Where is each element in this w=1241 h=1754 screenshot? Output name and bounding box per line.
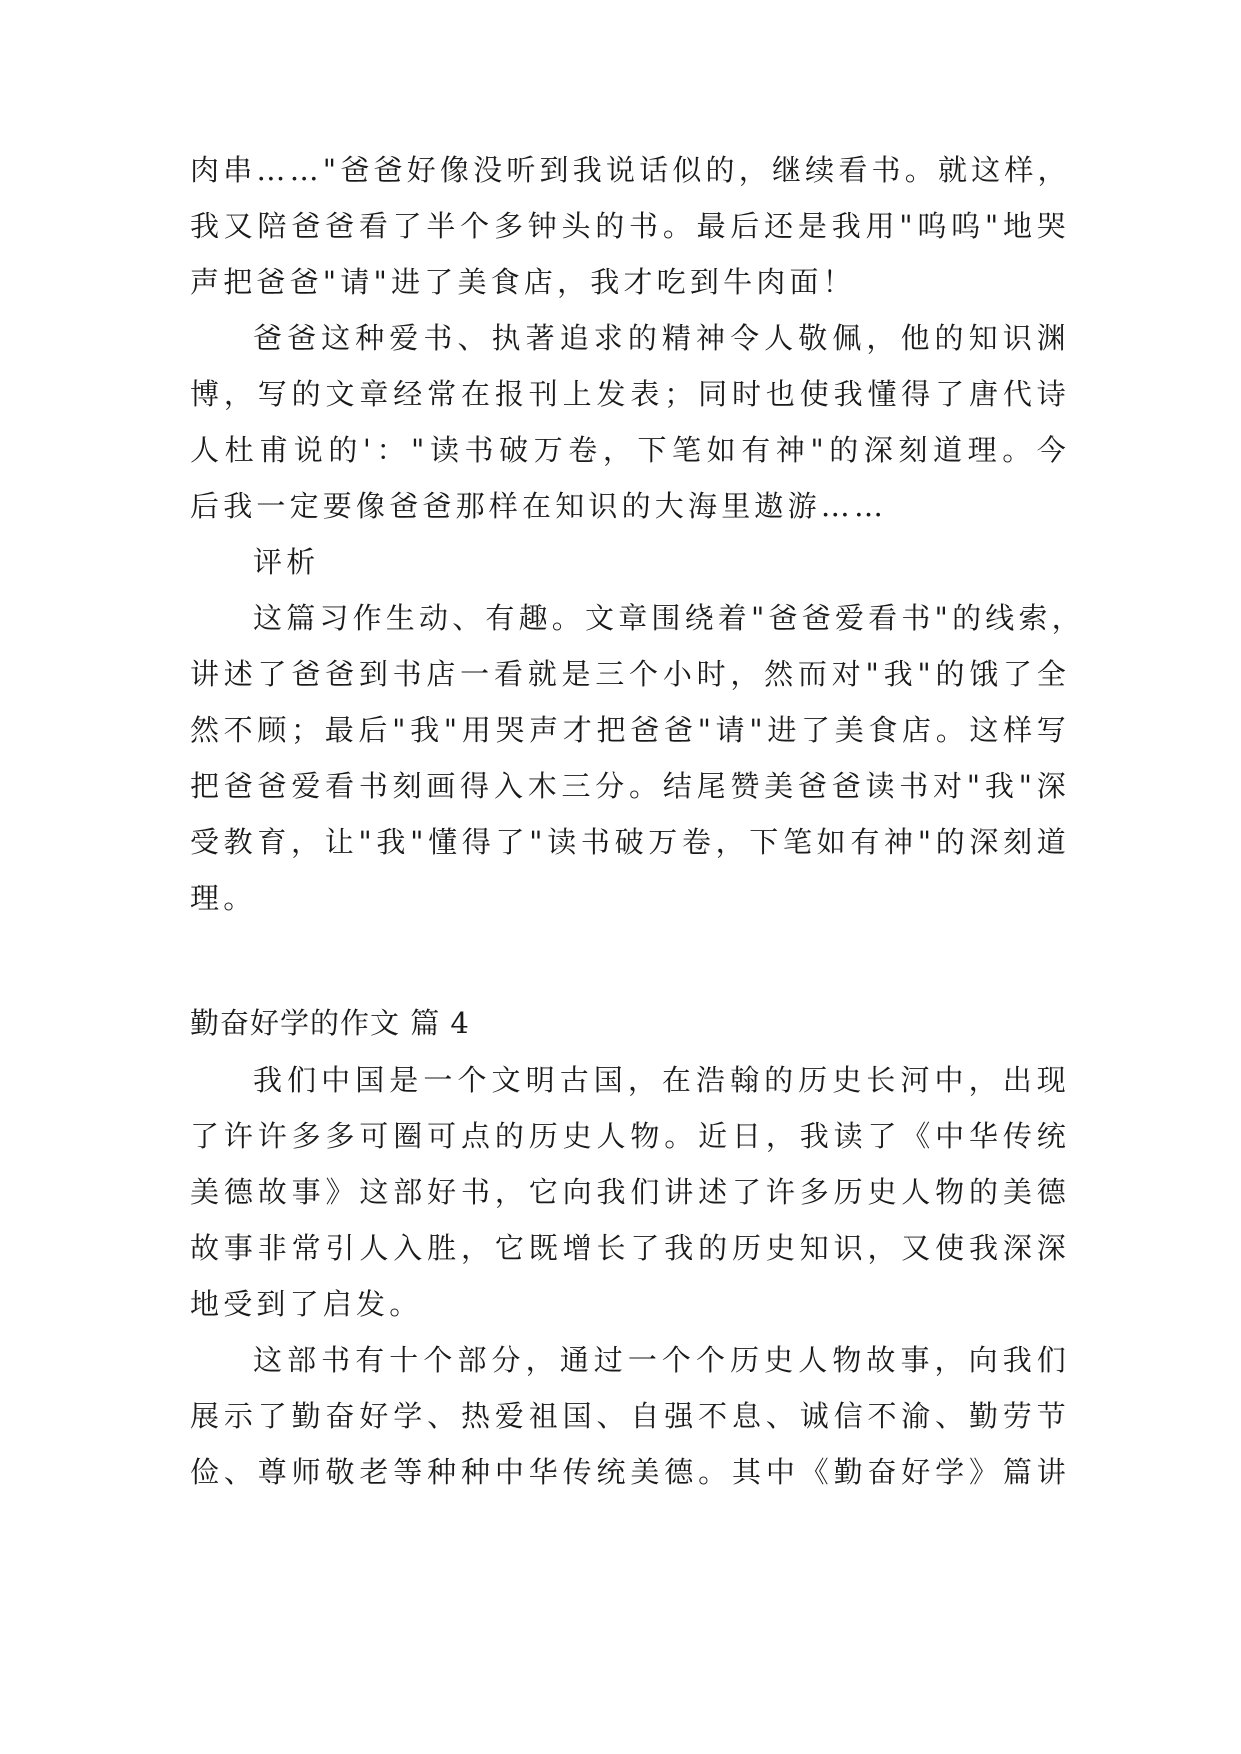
paragraph-line: 声把爸爸"请"进了美食店，我才吃到牛肉面！ bbox=[190, 265, 856, 299]
paragraph-line: 了许许多多可圈可点的历史人物。近日，我读了《中华传统 bbox=[190, 1119, 1070, 1153]
paragraph-line: 这篇习作生动、有趣。文章围绕着"爸爸爱看书"的线索， bbox=[253, 601, 1085, 635]
paragraph-line: 理。 bbox=[190, 881, 257, 915]
paragraph-line: 我又陪爸爸看了半个多钟头的书。最后还是我用"呜呜"地哭 bbox=[190, 209, 1070, 243]
paragraph-line: 博，写的文章经常在报刊上发表；同时也使我懂得了唐代诗 bbox=[190, 377, 1070, 411]
paragraph-line: 受教育，让"我"懂得了"读书破万卷，下笔如有神"的深刻道 bbox=[190, 825, 1070, 859]
paragraph-line: 地受到了启发。 bbox=[190, 1287, 423, 1321]
paragraph-line: 美德故事》这部好书，它向我们讲述了许多历史人物的美德 bbox=[190, 1175, 1070, 1209]
paragraph-line: 故事非常引人入胜，它既增长了我的历史知识，又使我深深 bbox=[190, 1231, 1070, 1265]
paragraph-line: 这部书有十个部分，通过一个个历史人物故事，向我们 bbox=[253, 1343, 1070, 1377]
paragraph-line: 后我一定要像爸爸那样在知识的大海里遨游…… bbox=[190, 489, 888, 523]
paragraph-line: 展示了勤奋好学、热爱祖国、自强不息、诚信不渝、勤劳节 bbox=[190, 1399, 1070, 1433]
paragraph-line: 爸爸这种爱书、执著追求的精神令人敬佩，他的知识渊 bbox=[253, 321, 1070, 355]
paragraph-line: 人杜甫说的'："读书破万卷，下笔如有神"的深刻道理。今 bbox=[190, 433, 1070, 467]
paragraph-line: 把爸爸爱看书刻画得入木三分。结尾赞美爸爸读书对"我"深 bbox=[190, 769, 1070, 803]
paragraph-line: 我们中国是一个文明古国，在浩翰的历史长河中，出现 bbox=[253, 1063, 1070, 1097]
review-label: 评析 bbox=[253, 545, 320, 579]
paragraph-line: 肉串……"爸爸好像没听到我说话似的，继续看书。就这样， bbox=[190, 153, 1071, 187]
paragraph-line: 讲述了爸爸到书店一看就是三个小时，然而对"我"的饿了全 bbox=[190, 657, 1070, 691]
paragraph-line: 俭、尊师敬老等种种中华传统美德。其中《勤奋好学》篇讲 bbox=[190, 1455, 1070, 1489]
paragraph-line: 然不顾；最后"我"用哭声才把爸爸"请"进了美食店。这样写 bbox=[190, 713, 1070, 747]
section-title: 勤奋好学的作文 篇 4 bbox=[190, 1006, 470, 1040]
